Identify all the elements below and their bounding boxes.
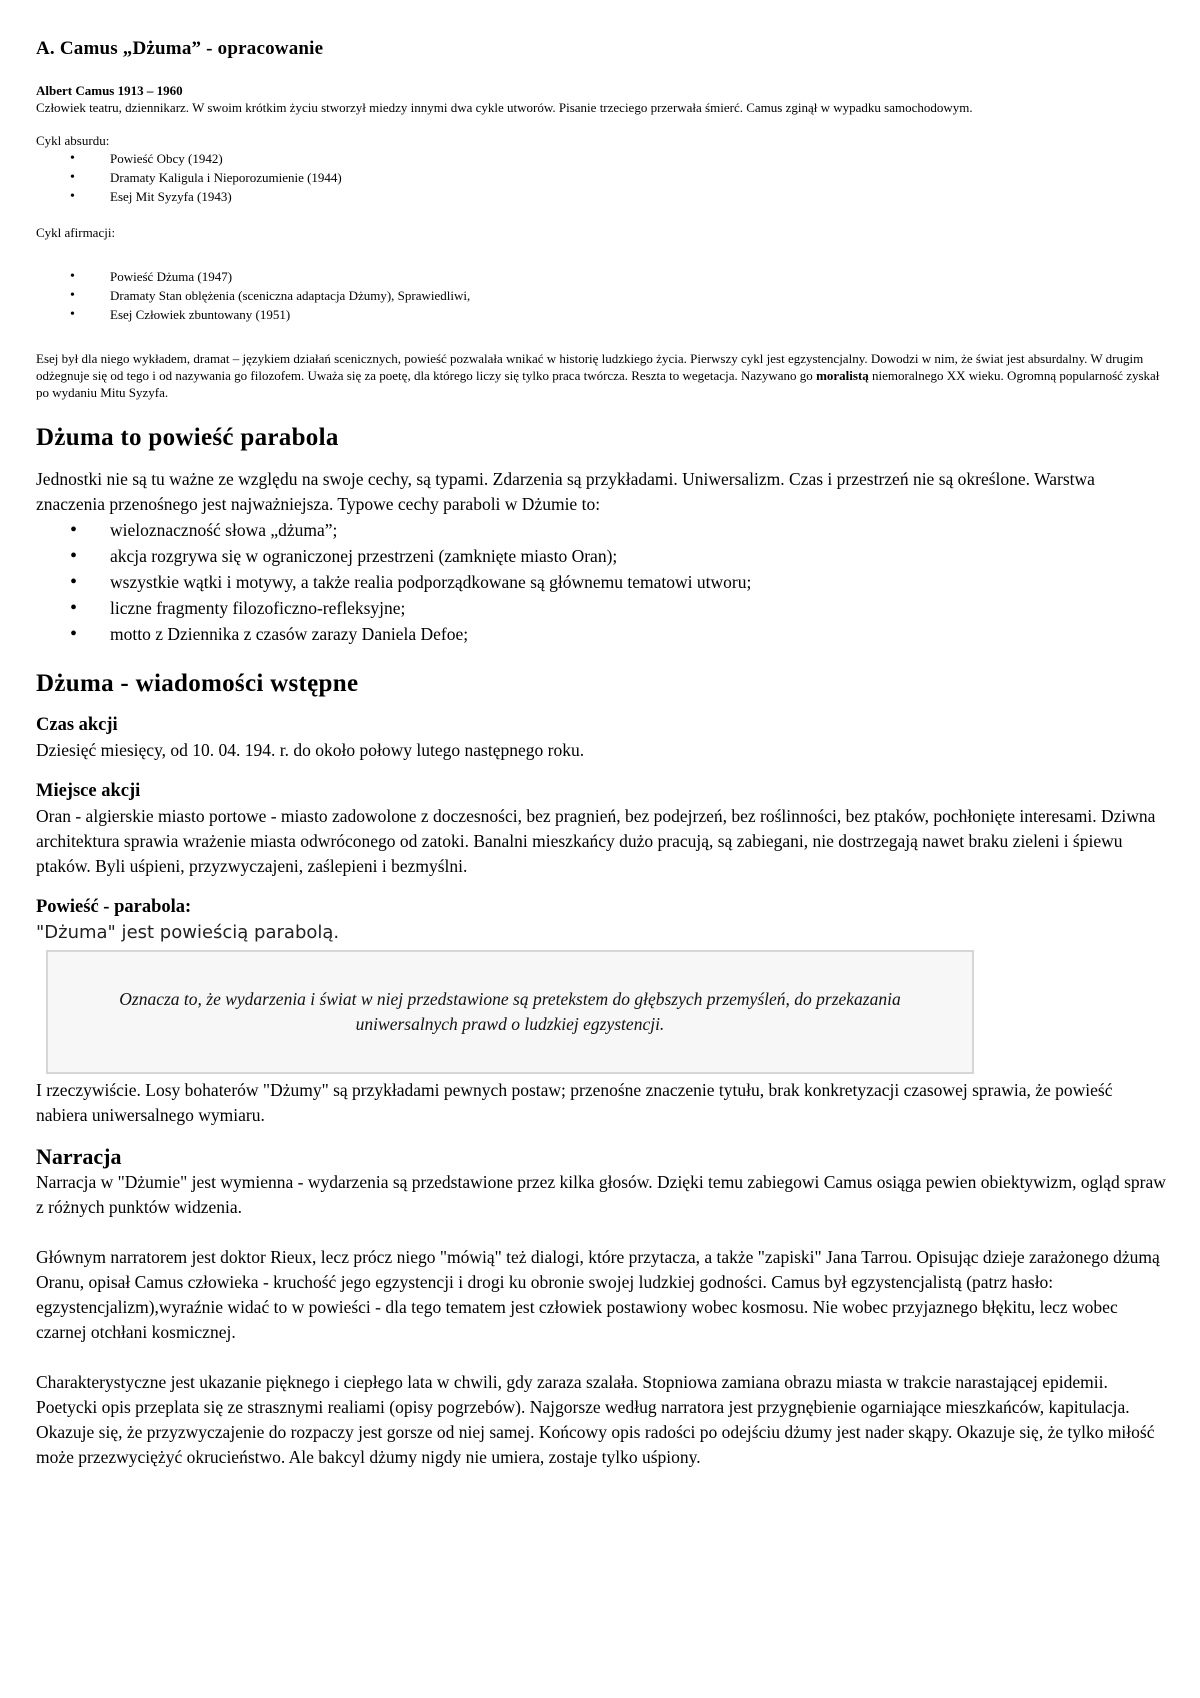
parabola-intro: Jednostki nie są tu ważne ze względu na swoje cechy, są typami. Zdarzenia są przykładami. Uniwersalizm. Czas i przestrzeń nie są określone. Warstwa znaczenia przenośnego jest najważniejsza. Typowe cechy paraboli w Dżumie to: bbox=[36, 469, 1095, 514]
narration-heading: Narracja bbox=[36, 1144, 122, 1169]
list-item: • Dramaty Stan oblężenia (sceniczna adaptacja Dżumy), Sprawiedliwi, bbox=[36, 286, 1166, 305]
narration-paragraph-2: Głównym narratorem jest doktor Rieux, lecz prócz niego "mówią" też dialogi, które przytacza, a także "zapiski" Jana Tarrou. Opisując dzieje zarażonego dżumą Oranu, opisał Camus człowieka - kruchość jego egzystencji i drogi ku obronie swojej ludzkiej godności. Camus był egzystencjalistą (patrz hasło: egzystencjalizm),wyraźnie widać to w powieści - dla tego tematem jest człowiek postawiony wobec kosmosu. Nie wobec przyjaznego błękitu, lecz wobec czarnej otchłani kosmicznej. bbox=[36, 1247, 1160, 1342]
quote-text: Oznacza to, że wydarzenia i świat w niej przedstawione są pretekstem do głębszych przemyśleń, do przekazania uniwersalnych prawd o ludzkiej egzystencji. bbox=[119, 989, 901, 1034]
list-item: • liczne fragmenty filozoficzno-refleksyjne; bbox=[36, 595, 1166, 621]
list-item: • Powieść Obcy (1942) bbox=[36, 149, 1166, 168]
list-item: • Dramaty Kaligula i Nieporozumienie (1944) bbox=[36, 168, 1166, 187]
list-item: • motto z Dziennika z czasów zarazy Daniela Defoe; bbox=[36, 621, 1166, 647]
essay-text: Esej był dla niego wykładem, dramat – językiem działań scenicznych, powieść pozwalała wnikać w historię ludzkiego życia. Pierwszy cykl jest egzystencjalny. Dowodzi w nim, że świat jest absurdalny. W drugim odżegnuje się od tego i od nazywania go filozofem. Uważa się za poetę, dla którego liczy się tylko praca twórcza. Reszta to wegetacja. Nazywano go bbox=[36, 351, 1144, 383]
list-item: • Esej Człowiek zbuntowany (1951) bbox=[36, 305, 1166, 324]
essay-paragraph bbox=[36, 350, 1166, 401]
document-page bbox=[36, 28, 1166, 1470]
list-item: • wieloznaczność słowa „dżuma”; bbox=[36, 517, 1166, 543]
parabola-heading: Dżuma to powieść parabola bbox=[36, 424, 339, 451]
narration-paragraph-3: Charakterystyczne jest ukazanie pięknego i ciepłego lata w chwili, gdy zaraza szalała. Stopniowa zamiana obrazu miasta w trakcie narastającej epidemii. Poetycki opis przeplata się ze strasznymi realiami (opisy pogrzebów). Najgorsze według narratora jest przygnębienie ogarniające mieszkańców, kapitulacja. Okazuje się, że przyzwyczajenie do rozpaczy jest gorsze od niej samej. Końcowy opis radości po odejściu dżumy jest nader skąpy. Okazuje się, że tylko miłość może przezwyciężyć okrucieństwo. Ale bakcyl dżumy nigdy nie umiera, zostaje tylko uśpiony. bbox=[36, 1372, 1155, 1467]
essay-bold-word: moralistą bbox=[816, 368, 869, 383]
list-item: • akcja rozgrywa się w ograniczonej przestrzeni (zamknięte miasto Oran); bbox=[36, 543, 1166, 569]
novel-parabola-heading: Powieść - parabola: bbox=[36, 897, 192, 917]
parabola-features-list bbox=[36, 517, 1166, 647]
essay-text-end: niemoralnego XX wieku. Ogromną popularność zyskał po wydaniu Mitu Syzyfa. bbox=[36, 368, 1160, 400]
novel-parabola-line: "Dżuma" jest powieścią parabolą. bbox=[36, 922, 340, 943]
list-item: • wszystkie wątki i motywy, a także realia podporządkowane są głównemu tematowi utworu; bbox=[36, 569, 1166, 595]
after-quote-text: I rzeczywiście. Losy bohaterów "Dżumy" są przykładami pewnych postaw; przenośne znaczenie tytułu, brak konkretyzacji czasowej sprawia, że powieść nabiera uniwersalnego wymiaru. bbox=[36, 1080, 1113, 1125]
document-title: A. Camus „Dżuma” - opracowanie bbox=[36, 38, 324, 59]
absurd-cycle-list bbox=[36, 149, 1166, 206]
place-heading: Miejsce akcji bbox=[36, 781, 141, 801]
list-item: • Esej Mit Syzyfa (1943) bbox=[36, 187, 1166, 206]
place-text: Oran - algierskie miasto portowe - miasto zadowolone z doczesności, bez pragnień, bez podejrzeń, bez roślinności, bez ptaków, pochłonięte interesami. Dziwna architektura sprawia wrażenie miasta odwróconego od zatoki. Banalni mieszkańcy dużo pracują, są zabiegani, nie dostrzegają nawet braku zieleni i śpiewu ptaków. Byli uśpieni, przyzwyczajeni, zaślepieni i bezmyślni. bbox=[36, 806, 1156, 876]
affirmation-cycle-label: Cykl afirmacji: bbox=[36, 225, 116, 240]
time-text: Dziesięć miesięcy, od 10. 04. 194. r. do około połowy lutego następnego roku. bbox=[36, 740, 585, 760]
author-block bbox=[36, 82, 1166, 149]
author-bio: Człowiek teatru, dziennikarz. W swoim krótkim życiu stworzył miedzy innymi dwa cykle utworów. Pisanie trzeciego przerwała śmierć. Camus zginął w wypadku samochodowym. bbox=[36, 100, 973, 115]
quote-box bbox=[46, 950, 974, 1074]
time-heading: Czas akcji bbox=[36, 715, 118, 735]
narration-paragraph-1: Narracja w "Dżumie" jest wymienna - wydarzenia są przedstawione przez kilka głosów. Dzięki temu zabiegowi Camus osiąga pewien obiektywizm, ogląd spraw z różnych punktów widzenia. bbox=[36, 1172, 1166, 1217]
list-item: • Powieść Dżuma (1947) bbox=[36, 267, 1166, 286]
intro-heading: Dżuma - wiadomości wstępne bbox=[36, 670, 359, 697]
author-heading: Albert Camus 1913 – 1960 bbox=[36, 83, 183, 98]
affirmation-cycle-list bbox=[36, 267, 1166, 324]
absurd-cycle-label: Cykl absurdu: bbox=[36, 133, 110, 148]
